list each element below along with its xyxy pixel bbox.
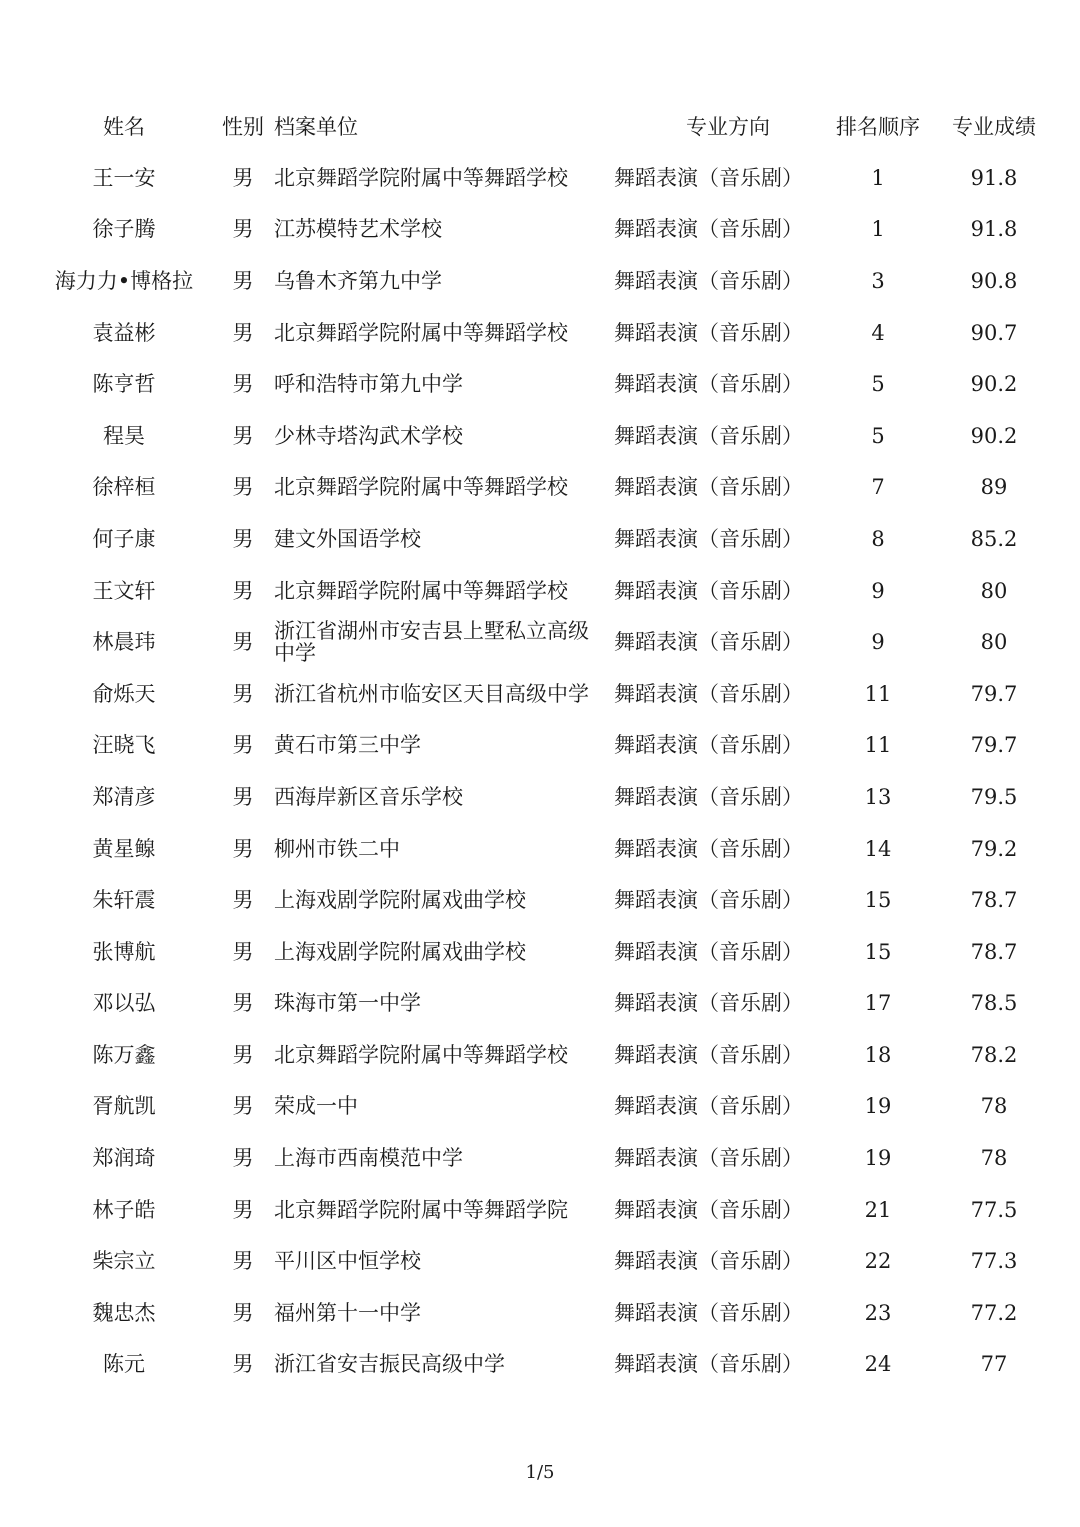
cell-score: 79.5	[970, 784, 1018, 809]
header-name: 姓名	[103, 115, 145, 139]
cell-rank: 22	[864, 1249, 892, 1274]
cell-score: 90.2	[970, 423, 1018, 448]
cell-unit: 黄石市第三中学	[274, 733, 421, 758]
cell-gender: 男	[232, 1197, 254, 1222]
cell-rank: 14	[864, 836, 892, 861]
cell-rank: 21	[864, 1197, 892, 1222]
cell-unit: 上海戏剧学院附属戏曲学校	[274, 939, 526, 964]
cell-gender: 男	[232, 1042, 254, 1067]
cell-major: 舞蹈表演（音乐剧）	[614, 1300, 803, 1325]
cell-name: 何子康	[92, 526, 156, 551]
cell-name: 袁益彬	[92, 320, 156, 345]
cell-name: 魏忠杰	[92, 1300, 156, 1325]
cell-unit: 荣成一中	[274, 1094, 358, 1119]
cell-score: 77.5	[970, 1197, 1018, 1222]
cell-rank: 13	[864, 784, 892, 809]
cell-gender: 男	[232, 475, 254, 500]
cell-score: 79.7	[970, 681, 1018, 706]
cell-unit: 少林寺塔沟武术学校	[274, 423, 463, 448]
cell-name: 朱轩震	[92, 888, 156, 913]
cell-unit: 江苏模特艺术学校	[274, 217, 442, 242]
cell-major: 舞蹈表演（音乐剧）	[614, 991, 803, 1016]
cell-name: 柴宗立	[92, 1249, 156, 1274]
table-row	[30, 616, 1050, 668]
cell-gender: 男	[232, 1249, 254, 1274]
cell-score: 78.7	[970, 939, 1018, 964]
cell-unit: 浙江省安吉振民高级中学	[274, 1352, 505, 1377]
cell-rank: 17	[864, 991, 892, 1016]
cell-score: 90.8	[970, 268, 1018, 293]
cell-name: 邓以弘	[92, 991, 156, 1016]
cell-name: 王文轩	[92, 578, 156, 603]
table-row	[30, 204, 1050, 256]
cell-major: 舞蹈表演（音乐剧）	[614, 733, 803, 758]
cell-unit: 浙江省杭州市临安区天目高级中学	[274, 681, 589, 706]
header-gender: 性别	[222, 115, 264, 139]
table-row	[30, 1287, 1050, 1339]
cell-gender: 男	[232, 939, 254, 964]
cell-gender: 男	[232, 1146, 254, 1171]
cell-name: 郑润琦	[92, 1146, 156, 1171]
page-number: 1/5	[525, 1462, 555, 1483]
cell-score: 90.2	[970, 372, 1018, 397]
cell-unit: 建文外国语学校	[274, 526, 421, 551]
cell-score: 80	[980, 578, 1008, 603]
table-row	[30, 1235, 1050, 1287]
table-row	[30, 771, 1050, 823]
cell-name: 林子皓	[92, 1197, 156, 1222]
table-row	[30, 513, 1050, 565]
cell-major: 舞蹈表演（音乐剧）	[614, 1249, 803, 1274]
cell-gender: 男	[232, 991, 254, 1016]
table-row	[30, 152, 1050, 204]
cell-rank: 15	[864, 888, 892, 913]
header-score: 专业成绩	[952, 115, 1036, 139]
cell-unit: 北京舞蹈学院附属中等舞蹈学校	[274, 475, 568, 500]
cell-name: 汪晓飞	[92, 733, 156, 758]
cell-rank: 9	[871, 630, 885, 655]
cell-unit: 北京舞蹈学院附属中等舞蹈学校	[274, 578, 568, 603]
cell-name: 俞烁天	[92, 681, 156, 706]
table-row	[30, 1081, 1050, 1133]
cell-major: 舞蹈表演（音乐剧）	[614, 836, 803, 861]
results-table	[30, 100, 1050, 1390]
cell-major: 舞蹈表演（音乐剧）	[614, 526, 803, 551]
cell-unit: 珠海市第一中学	[274, 991, 421, 1016]
cell-major: 舞蹈表演（音乐剧）	[614, 681, 803, 706]
cell-score: 78	[980, 1094, 1008, 1119]
cell-rank: 8	[871, 526, 885, 551]
cell-unit: 呼和浩特市第九中学	[274, 372, 463, 397]
table-row	[30, 358, 1050, 410]
header-rank: 排名顺序	[836, 115, 920, 139]
cell-major: 舞蹈表演（音乐剧）	[614, 784, 803, 809]
cell-rank: 1	[871, 217, 885, 242]
cell-major: 舞蹈表演（音乐剧）	[614, 372, 803, 397]
cell-gender: 男	[232, 526, 254, 551]
cell-name: 林晨玮	[92, 630, 156, 655]
cell-score: 89	[980, 475, 1008, 500]
cell-unit: 乌鲁木齐第九中学	[274, 268, 442, 293]
cell-score: 78	[980, 1146, 1008, 1171]
cell-rank: 15	[864, 939, 892, 964]
cell-rank: 3	[871, 268, 885, 293]
cell-unit: 上海戏剧学院附属戏曲学校	[274, 888, 526, 913]
cell-name: 黄星鳈	[92, 836, 156, 861]
cell-gender: 男	[232, 1300, 254, 1325]
table-row	[30, 1184, 1050, 1236]
cell-rank: 5	[871, 372, 885, 397]
table-row	[30, 410, 1050, 462]
cell-name: 程昊	[103, 423, 145, 448]
cell-major: 舞蹈表演（音乐剧）	[614, 165, 803, 190]
cell-unit: 柳州市铁二中	[274, 836, 400, 861]
cell-gender: 男	[232, 268, 254, 293]
cell-gender: 男	[232, 784, 254, 809]
cell-major: 舞蹈表演（音乐剧）	[614, 630, 803, 655]
table-row	[30, 565, 1050, 617]
cell-name: 陈元	[103, 1352, 145, 1377]
cell-gender: 男	[232, 217, 254, 242]
cell-major: 舞蹈表演（音乐剧）	[614, 475, 803, 500]
cell-rank: 9	[871, 578, 885, 603]
cell-score: 80	[980, 630, 1008, 655]
cell-name: 王一安	[92, 165, 156, 190]
cell-score: 79.7	[970, 733, 1018, 758]
cell-score: 79.2	[970, 836, 1018, 861]
table-row	[30, 307, 1050, 359]
table-row	[30, 720, 1050, 772]
cell-rank: 11	[864, 733, 892, 758]
cell-rank: 1	[871, 165, 885, 190]
cell-major: 舞蹈表演（音乐剧）	[614, 1352, 803, 1377]
cell-major: 舞蹈表演（音乐剧）	[614, 1197, 803, 1222]
table-row	[30, 978, 1050, 1030]
cell-name: 张博航	[92, 939, 156, 964]
cell-unit: 北京舞蹈学院附属中等舞蹈学校	[274, 1042, 568, 1067]
cell-major: 舞蹈表演（音乐剧）	[614, 423, 803, 448]
cell-rank: 18	[864, 1042, 892, 1067]
cell-unit: 福州第十一中学	[274, 1300, 421, 1325]
cell-rank: 19	[864, 1094, 892, 1119]
cell-gender: 男	[232, 1094, 254, 1119]
cell-score: 77	[980, 1352, 1008, 1377]
cell-score: 85.2	[970, 526, 1018, 551]
cell-gender: 男	[232, 733, 254, 758]
table-header-row	[30, 100, 1050, 152]
cell-name: 海力力•博格拉	[54, 268, 194, 293]
cell-unit: 浙江省湖州市安吉县上墅私立高级中学	[274, 619, 589, 666]
cell-gender: 男	[232, 320, 254, 345]
cell-major: 舞蹈表演（音乐剧）	[614, 320, 803, 345]
cell-score: 77.3	[970, 1249, 1018, 1274]
cell-gender: 男	[232, 888, 254, 913]
cell-major: 舞蹈表演（音乐剧）	[614, 1146, 803, 1171]
table-row	[30, 668, 1050, 720]
cell-major: 舞蹈表演（音乐剧）	[614, 1042, 803, 1067]
cell-name: 郑清彦	[92, 784, 156, 809]
cell-major: 舞蹈表演（音乐剧）	[614, 578, 803, 603]
table-row	[30, 1132, 1050, 1184]
cell-score: 77.2	[970, 1300, 1018, 1325]
cell-name: 陈万鑫	[92, 1042, 156, 1067]
cell-score: 78.2	[970, 1042, 1018, 1067]
cell-gender: 男	[232, 681, 254, 706]
table-row	[30, 255, 1050, 307]
cell-name: 陈亨哲	[92, 372, 156, 397]
table-row	[30, 1339, 1050, 1391]
cell-score: 90.7	[970, 320, 1018, 345]
cell-unit: 平川区中恒学校	[274, 1249, 421, 1274]
cell-rank: 19	[864, 1146, 892, 1171]
cell-gender: 男	[232, 372, 254, 397]
cell-gender: 男	[232, 165, 254, 190]
table-row	[30, 462, 1050, 514]
cell-unit: 北京舞蹈学院附属中等舞蹈学校	[274, 165, 568, 190]
cell-gender: 男	[232, 630, 254, 655]
cell-name: 徐梓桓	[92, 475, 156, 500]
cell-score: 91.8	[970, 217, 1018, 242]
cell-rank: 7	[871, 475, 885, 500]
cell-rank: 11	[864, 681, 892, 706]
table-row	[30, 874, 1050, 926]
header-unit: 档案单位	[274, 115, 358, 139]
cell-name: 徐子腾	[92, 217, 156, 242]
cell-rank: 5	[871, 423, 885, 448]
table-row	[30, 823, 1050, 875]
cell-major: 舞蹈表演（音乐剧）	[614, 1094, 803, 1119]
table-row	[30, 926, 1050, 978]
cell-score: 91.8	[970, 165, 1018, 190]
cell-gender: 男	[232, 1352, 254, 1377]
cell-gender: 男	[232, 836, 254, 861]
cell-rank: 4	[871, 320, 885, 345]
cell-major: 舞蹈表演（音乐剧）	[614, 268, 803, 293]
header-major: 专业方向	[686, 115, 770, 139]
table-row	[30, 1029, 1050, 1081]
cell-rank: 23	[864, 1300, 892, 1325]
cell-major: 舞蹈表演（音乐剧）	[614, 217, 803, 242]
cell-rank: 24	[864, 1352, 892, 1377]
cell-score: 78.5	[970, 991, 1018, 1016]
cell-major: 舞蹈表演（音乐剧）	[614, 939, 803, 964]
table-body	[30, 152, 1050, 1390]
cell-gender: 男	[232, 578, 254, 603]
cell-name: 胥航凯	[92, 1094, 156, 1119]
cell-score: 78.7	[970, 888, 1018, 913]
cell-gender: 男	[232, 423, 254, 448]
cell-unit: 北京舞蹈学院附属中等舞蹈学校	[274, 320, 568, 345]
cell-major: 舞蹈表演（音乐剧）	[614, 888, 803, 913]
cell-unit: 西海岸新区音乐学校	[274, 784, 463, 809]
cell-unit: 上海市西南模范中学	[274, 1146, 463, 1171]
cell-unit: 北京舞蹈学院附属中等舞蹈学院	[274, 1197, 568, 1222]
